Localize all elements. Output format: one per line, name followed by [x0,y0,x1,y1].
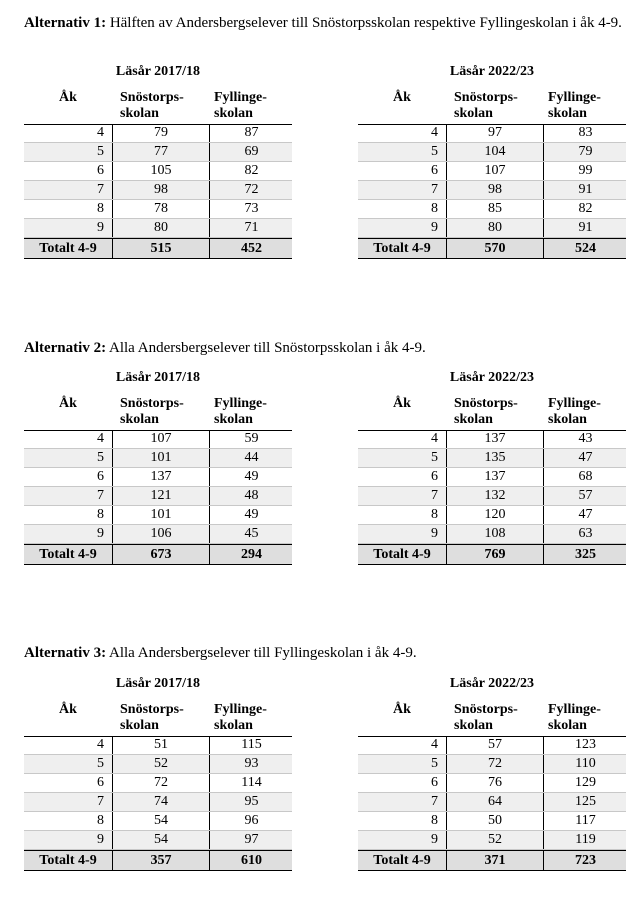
table-year: Läsår 2022/23 [449,370,535,385]
table-row: 6 72 114 [24,774,292,793]
table-row: 9 80 71 [24,219,292,238]
table-header [24,702,292,737]
table-row: 9 52 119 [358,831,626,850]
table-row: 4 51 115 [24,736,292,755]
table-body [358,736,626,871]
table-body [358,430,626,565]
table-year: Läsår 2017/18 [115,64,201,79]
table-total-row: Totalt 4-9 769 325 [358,544,626,565]
table-year: Läsår 2022/23 [449,64,535,79]
header-snostorp: Snöstorps- skolan [454,396,518,427]
table-header [358,702,626,737]
header-fyllinge: Fyllinge- skolan [214,396,267,427]
section-heading-alt3 [24,644,624,663]
table-row: 6 105 82 [24,162,292,181]
table-row: 4 79 87 [24,124,292,143]
table-body [358,124,626,259]
section-heading-alt2 [24,339,624,358]
table-row: 7 98 91 [358,181,626,200]
header-ak: Åk [393,702,411,717]
table-row: 8 120 47 [358,506,626,525]
table-total-row: Totalt 4-9 673 294 [24,544,292,565]
header-ak: Åk [393,90,411,105]
header-snostorp: Snöstorps- skolan [120,396,184,427]
table-row: 9 108 63 [358,525,626,544]
table-row: 9 54 97 [24,831,292,850]
table-row: 7 98 72 [24,181,292,200]
table-row: 9 80 91 [358,219,626,238]
table-body [24,124,292,259]
header-snostorp: Snöstorps- skolan [120,90,184,121]
table-total-row: Totalt 4-9 371 723 [358,850,626,871]
table-row: 4 137 43 [358,430,626,449]
table-header [24,396,292,431]
header-fyllinge: Fyllinge- skolan [548,90,601,121]
table-row: 5 72 110 [358,755,626,774]
table-row: 8 101 49 [24,506,292,525]
table-row: 5 101 44 [24,449,292,468]
header-ak: Åk [393,396,411,411]
table-row: 4 97 83 [358,124,626,143]
table-row: 7 64 125 [358,793,626,812]
header-ak: Åk [59,702,77,717]
table-row: 5 104 79 [358,143,626,162]
header-ak: Åk [59,90,77,105]
header-snostorp: Snöstorps- skolan [120,702,184,733]
section-heading-alt1 [24,14,624,33]
header-fyllinge: Fyllinge- skolan [214,702,267,733]
table-total-row: Totalt 4-9 357 610 [24,850,292,871]
table-header [358,90,626,125]
table-header [358,396,626,431]
header-snostorp: Snöstorps- skolan [454,702,518,733]
header-snostorp: Snöstorps- skolan [454,90,518,121]
section-text: Hälften av Andersbergselever till Snöstorpsskolan respektive Fyllingeskolan i åk 4-9. [106,15,622,31]
table-row: 4 107 59 [24,430,292,449]
table-row: 8 50 117 [358,812,626,831]
table-body [24,736,292,871]
table-row: 6 137 49 [24,468,292,487]
table-body [24,430,292,565]
table-row: 4 57 123 [358,736,626,755]
section-label: Alternativ 3: [24,645,107,661]
section-text: Alla Andersbergselever till Fyllingeskolan i åk 4-9. [106,645,417,661]
section-label: Alternativ 2: [24,340,107,356]
table-year: Läsår 2017/18 [115,676,201,691]
header-ak: Åk [59,396,77,411]
table-total-row: Totalt 4-9 515 452 [24,238,292,259]
section-text: Alla Andersbergselever till Snöstorpsskolan i åk 4-9. [106,340,426,356]
table-year: Läsår 2017/18 [115,370,201,385]
table-header [24,90,292,125]
table-row: 8 78 73 [24,200,292,219]
table-row: 5 135 47 [358,449,626,468]
table-row: 8 85 82 [358,200,626,219]
table-row: 5 52 93 [24,755,292,774]
table-row: 6 107 99 [358,162,626,181]
section-label: Alternativ 1: [24,15,107,31]
header-fyllinge: Fyllinge- skolan [214,90,267,121]
table-row: 7 121 48 [24,487,292,506]
table-row: 8 54 96 [24,812,292,831]
table-row: 6 76 129 [358,774,626,793]
header-fyllinge: Fyllinge- skolan [548,396,601,427]
table-year: Läsår 2022/23 [449,676,535,691]
table-row: 6 137 68 [358,468,626,487]
table-row: 9 106 45 [24,525,292,544]
header-fyllinge: Fyllinge- skolan [548,702,601,733]
table-row: 5 77 69 [24,143,292,162]
table-row: 7 132 57 [358,487,626,506]
table-total-row: Totalt 4-9 570 524 [358,238,626,259]
table-row: 7 74 95 [24,793,292,812]
